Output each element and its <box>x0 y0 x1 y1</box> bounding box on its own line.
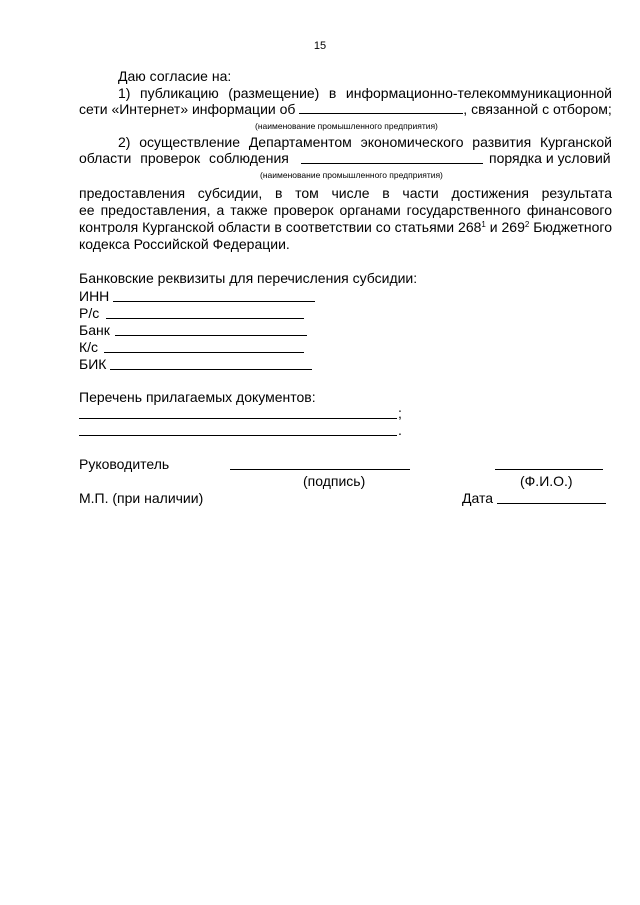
bank-field-corr-account-blank[interactable] <box>104 352 304 353</box>
article-269-sup: 2 <box>524 220 530 229</box>
bank-field-bank-label: Банк <box>79 322 110 338</box>
item2-line2-start: области проверок соблюдения <box>79 150 289 166</box>
item2-line2-end: порядка и условий <box>489 150 611 166</box>
bank-field-account-label: Р/с <box>79 305 100 321</box>
name-line[interactable] <box>495 469 603 470</box>
bank-field-inn-blank[interactable] <box>113 301 315 302</box>
bank-title: Банковские реквизиты для перечисления субсидии: <box>79 270 418 286</box>
documents-title: Перечень прилагаемых документов: <box>79 389 316 405</box>
documents-line-2[interactable] <box>79 435 397 436</box>
bank-field-inn-label: ИНН <box>79 288 110 304</box>
item2-line6: кодекса Российской Федерации. <box>79 236 290 252</box>
date-label: Дата <box>462 490 494 506</box>
item2-line5-start: контроля Курганской области в соответствии со статьями 268 <box>79 219 482 235</box>
item1-line2 <box>79 101 612 117</box>
item2-line5 <box>79 219 612 235</box>
documents-line-2-end: . <box>398 422 402 438</box>
consent-intro: Даю согласие на: <box>118 68 232 84</box>
stamp-label: М.П. (при наличии) <box>79 490 204 506</box>
item2-line4: ее предоставления, а также проверок органами государственного финансового <box>79 202 612 218</box>
item2-line5-mid: и 269 <box>485 219 525 235</box>
signature-line[interactable] <box>230 469 410 470</box>
name-caption: (Ф.И.О.) <box>520 473 573 489</box>
company-name-blank-2[interactable] <box>301 163 483 164</box>
bank-field-corr-account-label: К/с <box>79 339 99 355</box>
item2-line3: предоставления субсидии, в том числе в части достижения результата <box>79 185 612 201</box>
item1-line1: 1) публикацию (размещение) в информационно-телекоммуникационной <box>118 85 612 101</box>
item2-line5-end: Бюджетного <box>529 219 612 235</box>
article-268-sup: 1 <box>481 220 486 229</box>
documents-line-1[interactable] <box>79 418 397 419</box>
item2-line1: 2) осуществление Департаментом экономического развития Курганской <box>118 134 612 150</box>
company-name-blank-1[interactable] <box>299 101 463 114</box>
item1-line2-end: , связанной с отбором; <box>463 101 612 117</box>
item2-caption: (наименование промышленного предприятия) <box>260 170 443 180</box>
bank-field-account-blank[interactable] <box>106 318 304 319</box>
item1-line2-start: сети «Интернет» информации об <box>79 101 296 117</box>
date-line[interactable] <box>497 503 606 504</box>
item1-caption: (наименование промышленного предприятия) <box>255 121 438 131</box>
head-label: Руководитель <box>79 456 170 472</box>
bank-field-bik-label: БИК <box>79 356 107 372</box>
signature-caption: (подпись) <box>303 473 366 489</box>
documents-line-1-end: ; <box>398 405 402 421</box>
bank-field-bank-blank[interactable] <box>115 335 307 336</box>
bank-field-bik-blank[interactable] <box>110 369 312 370</box>
page-number: 15 <box>313 40 327 52</box>
